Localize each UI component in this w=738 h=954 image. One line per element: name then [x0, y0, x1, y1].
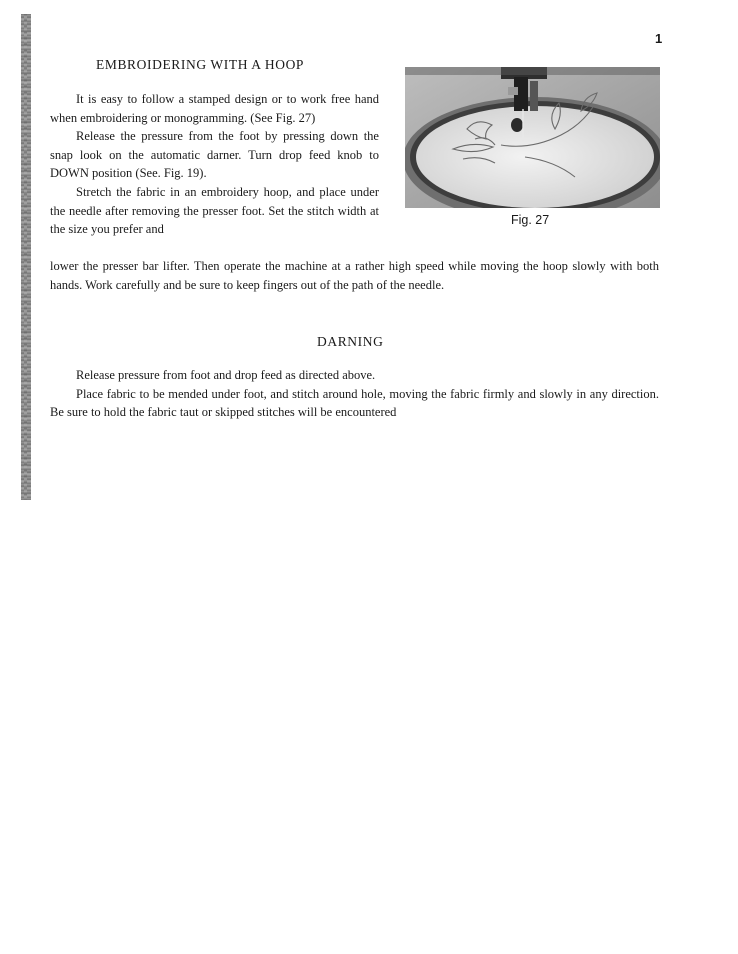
embroidering-continued-text	[50, 257, 659, 294]
embroidering-paragraph-3-end: lower the presser bar lifter. Then operate the machine at a rather high speed while moving the hoop slowly with both hands. Work carefully and be sure to keep fingers out of the path of the needle.	[50, 259, 659, 292]
darning-paragraph-1: Release pressure from foot and drop feed as directed above.	[76, 368, 376, 382]
darning-text	[50, 366, 659, 422]
embroidering-paragraph-3-start: Stretch the fabric in an embroidery hoop, and place under the needle after removing the presser foot. Set the stitch width at the size you prefer and	[50, 184, 379, 237]
embroidering-intro-text	[50, 90, 379, 239]
scan-edge-artifact	[21, 14, 31, 500]
embroidering-paragraph-1: It is easy to follow a stamped design or to work free hand when embroidering or monogramming. (See Fig. 27)	[50, 92, 379, 125]
embroidering-paragraph-2: Release the pressure from the foot by pressing down the snap look on the automatic darner. Turn drop feed knob to DOWN position (See. Fig. 19).	[50, 129, 379, 181]
figure-embroidery-hoop-photo	[405, 67, 660, 208]
page-number: 1	[655, 31, 663, 46]
section-title-darning: DARNING	[317, 334, 384, 349]
embroidery-hoop-illustration	[405, 67, 660, 208]
figure-caption: Fig. 27	[511, 213, 550, 227]
darning-paragraph-2: Place fabric to be mended under foot, and stitch around hole, moving the fabric firmly and slowly in any direction. Be sure to hold the fabric taut or skipped stitches will be encountered	[50, 386, 659, 420]
section-title-embroidering: EMBROIDERING WITH A HOOP	[96, 57, 305, 72]
